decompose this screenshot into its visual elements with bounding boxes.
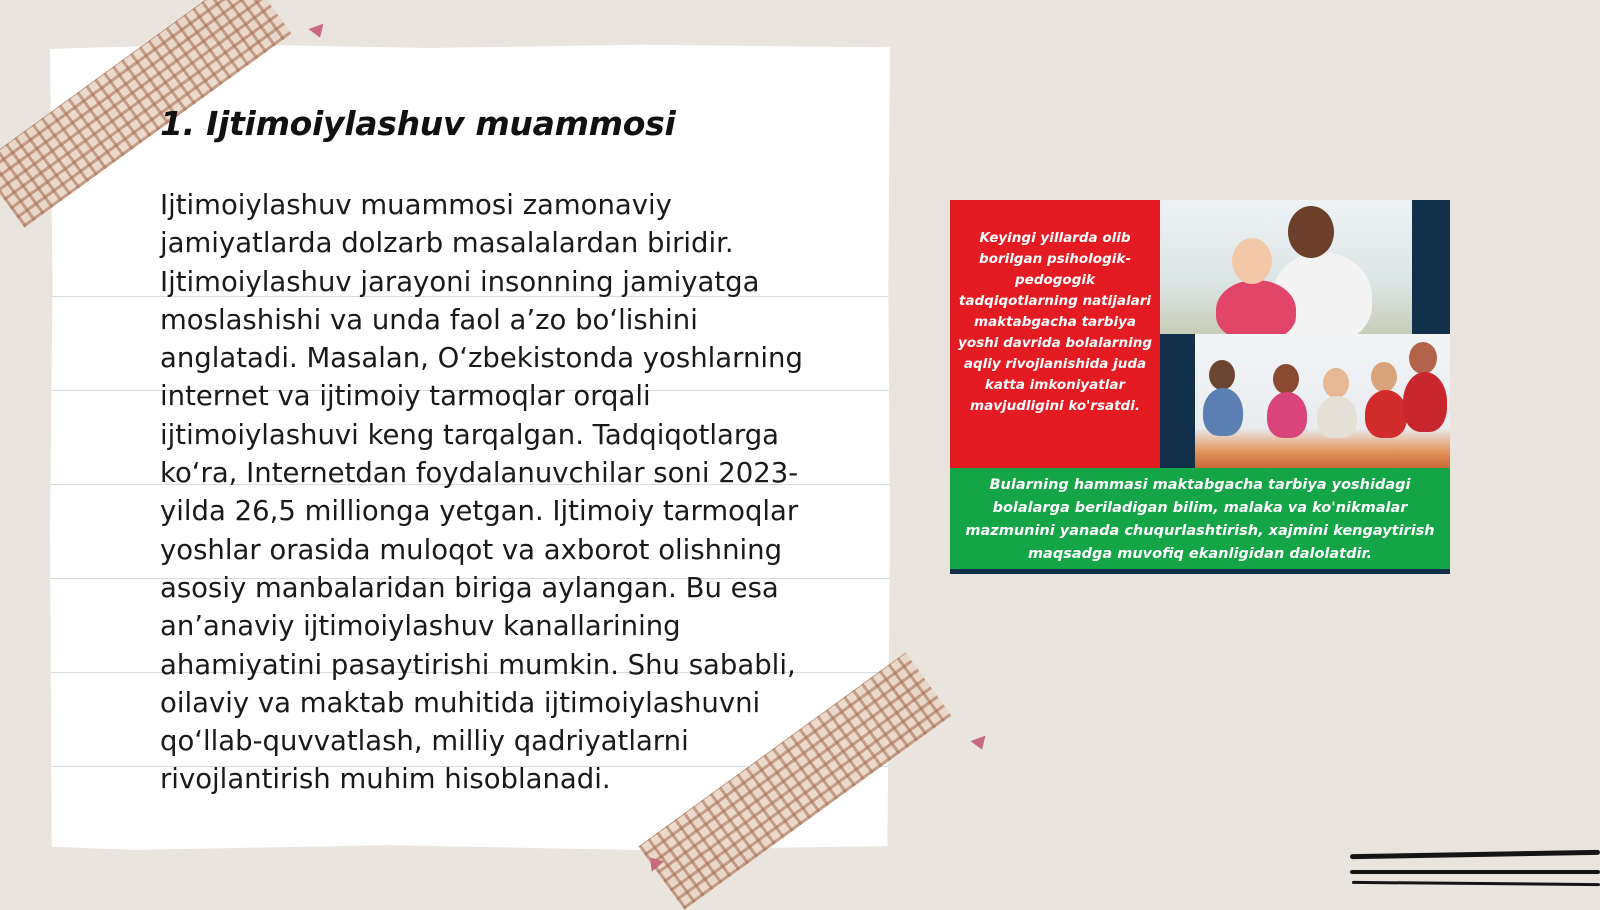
child-head [1232, 238, 1272, 284]
child-figure [1317, 396, 1357, 438]
child-head [1209, 360, 1235, 390]
tape-tip-decoration [970, 736, 989, 753]
slide-title: 1. Ijtimoiylashuv muammosi [160, 104, 676, 143]
child-figure [1365, 390, 1407, 438]
photo-children-playing [1195, 334, 1450, 468]
slide-body-text: Ijtimoiylashuv muammosi zamonaviy jamiyatlarda dolzarb masalalardan biridir. Ijtimoiylashuv jarayoni insonning jamiyatga moslashishi va unda faol a’zo bo‘lishini anglatadi. Masalan, O‘zbekistonda yoshlarning internet va ijtimoiy tarmoqlar orqali ijtimoiylashuvi keng tarqalgan. Tadqiqotlarga ko‘ra, Internetdan foydalanuvchilar soni 2023-yilda 26,5 millionga yetgan. Ijtimoiy tarmoqlar yoshlar orasida muloqot va axborot olishning asosiy manbalaridan biriga aylangan. Bu esa an’anaviy ijtimoiylashuv kanallarining ahamiyatini pasaytirishi mumkin. Shu sababli, oilaviy va maktab muhitida ijtimoiylashuvni qo‘llab-quvvatlash, milliy qadriyatlarni rivojlantirish muhim hisoblanadi. [160, 189, 803, 796]
tape-tip-decoration [308, 24, 327, 41]
brush-stroke-decoration [1352, 881, 1600, 886]
child-figure [1403, 372, 1447, 432]
infographic-red-panel: Keyingi yillarda olib borilgan psihologik-pedogogik tadqiqotlarning natijalari maktabgacha tarbiya yoshi davrida bolalarning aqliy rivojlanishida juda katta imkoniyatlar mavjudligini ko'rsatdi. [950, 200, 1160, 468]
photo-mother-and-child [1160, 200, 1412, 334]
child-head [1409, 342, 1437, 374]
child-figure [1216, 280, 1296, 340]
adult-head [1288, 206, 1334, 258]
child-head [1323, 368, 1349, 398]
child-figure [1203, 388, 1243, 436]
infographic-image [950, 200, 1450, 574]
child-head [1273, 364, 1299, 394]
infographic-green-panel: Bularning hammasi maktabgacha tarbiya yoshidagi bolalarga beriladigan bilim, malaka va ko'nikmalar mazmunini yanada chuqurlashtirish, xajmini kengaytirish maqsadga muvofiq ekanligidan dalolatdir. [950, 468, 1450, 569]
brush-stroke-decoration [1350, 870, 1600, 874]
child-figure [1267, 392, 1307, 438]
child-head [1371, 362, 1397, 392]
brush-stroke-decoration [1350, 850, 1600, 859]
